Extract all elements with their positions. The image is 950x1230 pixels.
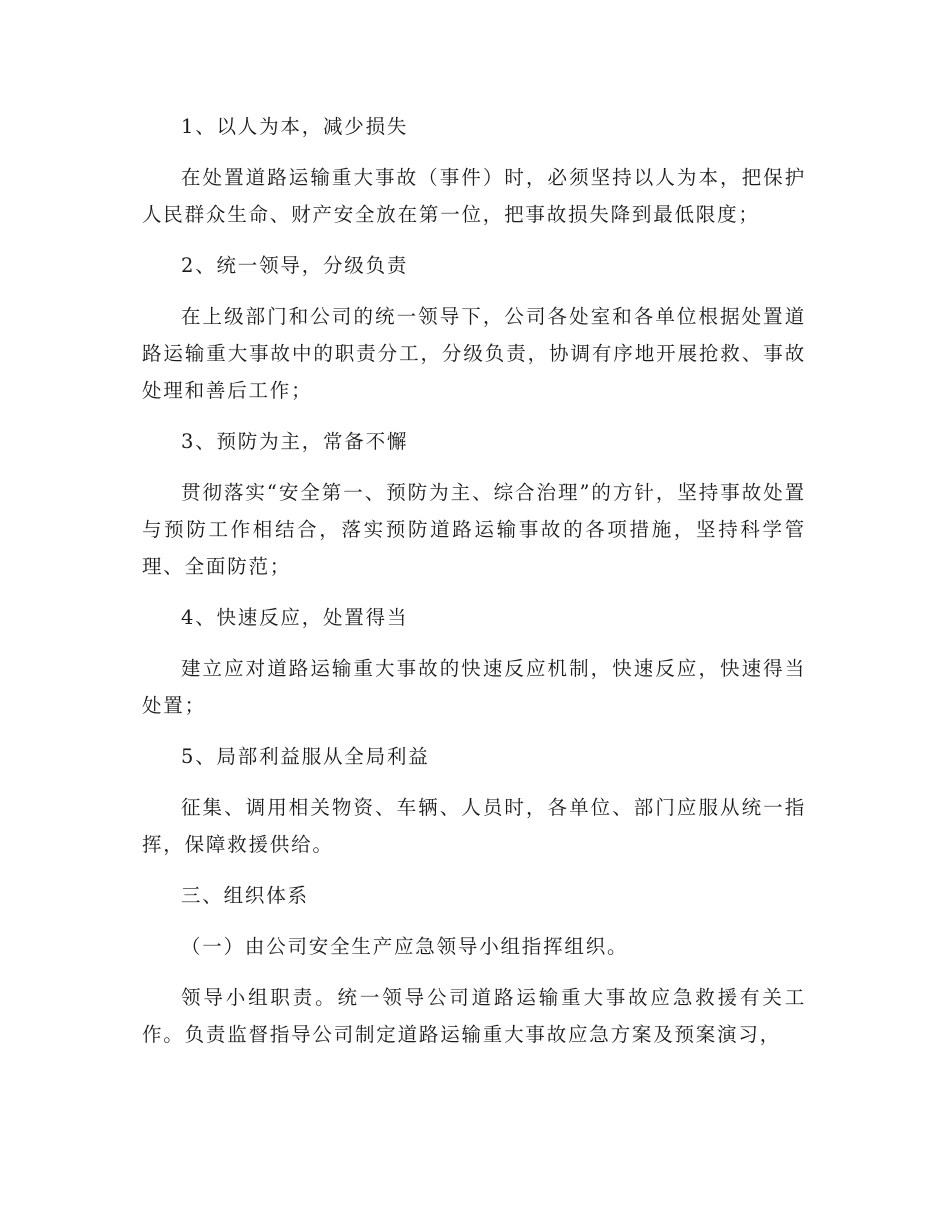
principle-1-paragraph: 在处置道路运输重大事故（事件）时，必须坚持以人为本，把保护人民群众生命、财产安全放在第一位，把事故损失降到最低限度； [142, 166, 806, 226]
principle-2-heading: 2、统一领导，分级负责 [181, 254, 409, 277]
principle-5-paragraph: 征集、调用相关物资、车辆、人员时，各单位、部门应服从统一指挥，保障救援供给。 [142, 796, 806, 856]
principle-1-heading: 1、以人为本，减少损失 [181, 115, 409, 138]
principle-2-paragraph: 在上级部门和公司的统一领导下，公司各处室和各单位根据处置道路运输重大事故中的职责分工，分级负责，协调有序地开展抢救、事故处理和善后工作； [142, 305, 806, 402]
principle-4-heading: 4、快速反应，处置得当 [181, 606, 409, 629]
leadership-duties-paragraph: 领导小组职责。统一领导公司道路运输重大事故应急救援有关工作。负责监督指导公司制定道路运输重大事故应急方案及预案演习， [142, 986, 806, 1046]
subsection-1-heading: （一）由公司安全生产应急领导小组指挥组织。 [181, 935, 629, 958]
principle-3-paragraph: 贯彻落实“安全第一、预防为主、综合治理”的方针，坚持事故处置与预防工作相结合，落实预防道路运输事故的各项措施，坚持科学管理、全面防范； [142, 481, 806, 578]
principle-3-heading: 3、预防为主，常备不懈 [181, 430, 409, 453]
principle-5-heading: 5、局部利益服从全局利益 [181, 745, 430, 768]
document-body [142, 108, 806, 1067]
section-3-heading: 三、组织体系 [181, 884, 309, 907]
principle-4-paragraph: 建立应对道路运输重大事故的快速反应机制，快速反应，快速得当处置； [142, 657, 806, 717]
